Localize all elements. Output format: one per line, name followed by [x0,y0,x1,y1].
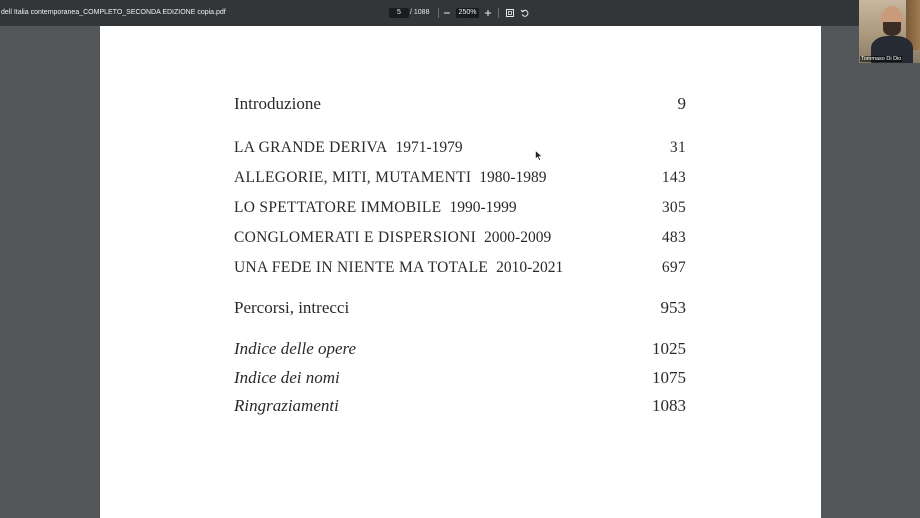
rotate-button[interactable] [519,7,531,19]
participant-beard [883,22,901,36]
fit-page-icon [504,7,516,19]
chapter-title: ALLEGORIE, MITI, MUTAMENTI [234,169,472,186]
toc-title: Introduzione [234,94,321,113]
pdf-toolbar [0,0,920,26]
toc-page-number: 483 [661,229,686,246]
toc-page-number: 305 [661,199,686,216]
fit-page-button[interactable] [504,7,516,19]
plus-icon [482,7,494,19]
chapter-years: 1980-1989 [479,169,547,186]
toc-page-number: 697 [661,259,686,276]
document-title: dell Italia contemporanea_COMPLETO_SECONDA EDIZIONE copia.pdf [1,9,226,16]
toc-title: Ringraziamenti [234,396,339,415]
page-number-input[interactable]: 5 [389,8,409,18]
zoom-out-button[interactable] [441,7,453,19]
chapter-years: 2000-2009 [484,229,552,246]
participant-name: Tommaso Di Dio [861,56,902,62]
toc-page-number: 9 [677,94,686,113]
chapter-title: UNA FEDE IN NIENTE MA TOTALE [234,259,489,276]
toolbar-divider [438,8,439,18]
chapter-years: 1971-1979 [395,139,463,156]
toc-title: Percorsi, intrecci [234,298,350,317]
chapter-years: 2010-2021 [496,259,564,276]
chapter-title: CONGLOMERATI E DISPERSIONI [234,229,477,246]
toc-page-number: 31 [669,139,686,156]
toc-page-number: 1025 [652,339,686,358]
page-total: / 1088 [410,9,430,16]
toc-page-number: 1075 [652,368,686,387]
toc-title: Indice delle opere [234,339,357,358]
toc-page-number: 143 [661,169,686,186]
chapter-years: 1990-1999 [449,199,517,216]
minus-icon [441,7,453,19]
chapter-title: LA GRANDE DERIVA [234,139,388,156]
pdf-page[interactable] [100,26,821,518]
participant-video[interactable] [859,0,920,63]
toc-page-number: 953 [660,298,686,317]
toolbar-divider [498,8,499,18]
toc-page-number: 1083 [652,396,686,415]
mouse-cursor-icon [535,150,543,161]
rotate-icon [519,7,531,19]
chapter-title: LO SPETTATORE IMMOBILE [234,199,442,216]
zoom-in-button[interactable] [482,7,494,19]
toc-title: Indice dei nomi [234,368,340,387]
zoom-level[interactable]: 250% [456,8,479,18]
